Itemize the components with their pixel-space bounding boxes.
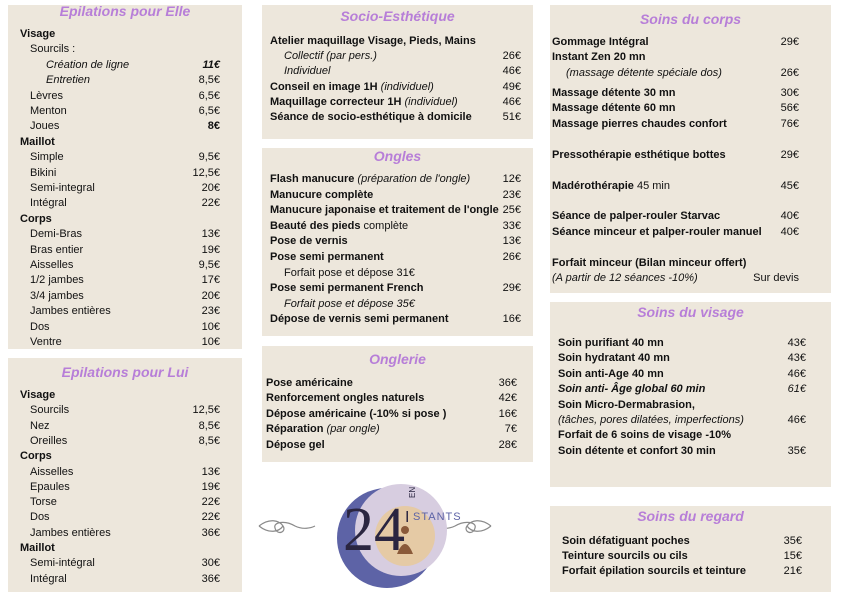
service-price: 42€ [498,392,517,405]
service-label: 3/4 jambes [30,289,84,302]
panel-epilations-lui [8,358,242,592]
service-label: Réparation (par ongle) [266,423,380,436]
service-label: Corps [20,212,52,225]
service-price: 26€ [780,67,799,79]
price-row [262,80,533,95]
service-label: Manucure complète [270,188,374,201]
service-label: Semi-intégral [30,557,95,570]
service-price: 49€ [502,80,521,93]
service-price: 8,5€ [198,434,220,447]
panel-soins-corps [550,5,831,293]
logo-number: 24 [343,496,405,564]
service-price: 43€ [787,337,806,349]
price-row [550,271,831,286]
service-price: 46€ [502,95,521,108]
service-label: Soin hydratant 40 mn [558,352,670,365]
panel-epilations-elle [8,5,242,349]
price-row [262,281,533,296]
service-label: Massage détente 30 mn [552,87,676,99]
logo-word-main: STANTS [413,511,462,523]
service-price: 10€ [201,320,220,333]
price-row [262,49,533,64]
service-price: 36€ [498,377,517,389]
service-price: 12,5€ [192,404,220,417]
price-row [8,150,242,165]
service-label: Pose semi permanent French [270,282,424,295]
service-label: Sourcils [30,404,70,417]
service-label: Aisselles [30,259,74,271]
price-row [8,320,242,335]
service-price: 13€ [201,228,220,241]
service-price: 19€ [201,480,220,493]
price-row [8,289,242,304]
service-label: Torse [30,496,57,509]
section-title: Soins du corps [639,11,742,27]
service-price: 22€ [201,511,220,524]
price-row [8,480,242,495]
price-row [8,227,242,242]
service-label: Forfait de 6 soins de visage -10% [558,429,732,442]
price-row [550,413,831,428]
price-row [550,66,831,81]
price-row [262,219,533,234]
service-price: 46€ [787,367,806,380]
price-row [550,256,831,271]
service-price: 28€ [498,438,517,451]
section-title: Ongles [373,148,422,164]
service-label: Pose de vernis [270,235,348,248]
service-label: Instant Zen 20 mn [552,51,646,63]
service-label: (tâches, pores dilatées, imperfections) [558,414,744,426]
service-label: Flash manucure (préparation de l'ongle) [270,173,471,185]
service-label: Lèvres [30,89,64,102]
service-label: Renforcement ongles naturels [266,392,425,405]
price-row [550,101,831,116]
service-label: Oreilles [30,434,68,447]
service-label: Intégral [30,197,67,210]
price-row [8,258,242,273]
price-row [8,212,242,227]
service-price: 13€ [201,465,220,478]
service-label: Madérothérapie 45 min [552,180,670,192]
price-row [262,203,533,218]
service-price: 12€ [502,173,521,185]
service-label: Nez [30,419,50,432]
service-label: Soin défatiguant poches [562,535,690,547]
service-price: 22€ [201,197,220,210]
service-label: Entretien [46,74,91,87]
service-label: Dos [30,511,50,524]
service-label: Séance de palper-rouler Starvac [552,210,721,222]
service-label: Demi-Bras [30,228,82,241]
service-label: Menton [30,105,67,117]
service-price: 20€ [201,182,220,194]
service-price: 16€ [498,407,517,420]
service-label: Intégral [30,572,67,585]
price-row [8,541,242,556]
price-row [8,304,242,319]
price-row [262,391,533,406]
service-label: Atelier maquillage Visage, Pieds, Mains [270,35,476,47]
service-price: 40€ [780,226,799,238]
price-row [8,104,242,119]
price-row [550,86,831,101]
service-label: Manucure japonaise et traitement de l'ongle [270,204,499,217]
price-row [8,526,242,541]
price-row [262,312,533,327]
service-price: 36€ [201,572,220,585]
price-row [550,398,831,413]
price-row [550,382,831,397]
service-price: 29€ [502,282,521,295]
price-row [8,73,242,88]
price-row [550,351,831,366]
price-row [8,89,242,104]
price-row [262,266,533,281]
price-row [8,419,242,434]
panel-ongles [262,148,533,336]
service-price: 8,5€ [198,419,220,432]
service-price: 13€ [502,235,521,248]
service-price: 25€ [502,204,521,217]
price-row [8,166,242,181]
service-label: Teinture sourcils ou cils [562,550,688,563]
service-label: Maillot [20,135,55,148]
service-label: Forfait pose et dépose 35€ [284,297,415,310]
price-row [8,403,242,418]
price-row [262,297,533,312]
service-label: Création de ligne [46,58,130,71]
service-price: 51€ [502,111,521,123]
service-label: Dépose gel [266,438,325,451]
service-price: 36€ [201,526,220,539]
service-price: 8€ [207,120,220,133]
price-row [8,243,242,258]
price-row [550,179,831,194]
service-label: Aisselles [30,465,74,478]
service-label: Pressothérapie esthétique bottes [552,149,726,161]
price-row [8,42,242,57]
section-title: Onglerie [369,351,426,367]
service-price: 7€ [504,423,517,436]
service-label: Bras entier [30,243,84,256]
logo-24-instants [255,470,495,590]
service-price: 23€ [502,188,521,201]
section-title: Soins du regard [637,508,744,524]
price-row [550,564,831,579]
price-row [8,572,242,587]
service-price: 21€ [783,565,802,578]
service-label: Forfait épilation sourcils et teinture [562,565,746,578]
service-price: 33€ [502,219,521,232]
service-price: 35€ [787,444,806,457]
service-price: 20€ [201,289,220,302]
service-label: Massage détente 60 mn [552,102,676,114]
service-price: 46€ [787,414,806,426]
service-label: (A partir de 12 séances -10%) [552,272,698,284]
service-price: 30€ [201,557,220,570]
service-label: Séance minceur et palper-rouler manuel [552,226,762,238]
price-row [550,148,831,163]
price-row [8,556,242,571]
service-price: 6,5€ [198,89,220,102]
service-price: 30€ [780,87,799,99]
price-row [8,434,242,449]
service-label: Jambes entières [30,526,111,539]
price-row [262,110,533,125]
price-row [8,465,242,480]
service-label: Epaules [30,480,70,493]
price-row [262,188,533,203]
service-label: Dépose américaine (-10% si pose ) [266,407,447,420]
price-row [550,549,831,564]
service-label: Dépose de vernis semi permanent [270,313,449,326]
panel-soins-regard [550,506,831,592]
service-price: 22€ [201,496,220,509]
price-row [8,510,242,525]
price-row [8,273,242,288]
service-label: Simple [30,151,64,164]
service-label: Forfait minceur (Bilan minceur offert) [552,257,747,269]
service-label: Corps [20,450,52,463]
price-row [550,336,831,351]
price-row [8,58,242,73]
price-row [8,119,242,134]
service-price: 40€ [780,210,799,222]
service-label: Visage [20,28,56,40]
service-price: 12,5€ [192,166,220,179]
service-label: Maillot [20,542,55,554]
service-price: 61€ [787,383,806,396]
service-price: 10€ [201,336,220,348]
service-label: Forfait pose et dépose 31€ [284,266,415,279]
service-label: Maquillage correcteur 1H (individuel) [270,95,458,108]
price-row [8,27,242,42]
panel-onglerie [262,346,533,462]
price-row [262,438,533,453]
service-label: Collectif (par pers.) [284,50,377,63]
service-price: 9,5€ [198,151,220,164]
service-price: 15€ [783,550,802,563]
service-label: Ventre [30,336,62,348]
ornament-left-icon [259,521,315,533]
price-row [262,250,533,265]
service-label: Joues [30,120,60,133]
section-title: Soins du visage [637,304,744,320]
service-label: (massage détente spéciale dos) [566,67,722,79]
price-row [262,376,533,391]
price-row [550,209,831,224]
service-label: 1/2 jambes [30,274,84,287]
price-row [262,234,533,249]
price-row [550,50,831,65]
price-row [550,117,831,132]
service-label: Gommage Intégral [552,36,649,48]
service-label: Bikini [30,166,57,179]
price-row [262,64,533,79]
price-row [262,95,533,110]
section-title: Epilations pour Elle [59,3,191,19]
service-price: 17€ [201,274,220,287]
price-row [8,135,242,150]
panel-socio-esthetique [262,5,533,139]
price-row [262,422,533,437]
service-label: Jambes entières [30,305,111,318]
service-price: 19€ [201,243,220,256]
price-row [550,534,831,549]
service-price: 45€ [780,180,799,192]
service-price: 23€ [201,305,220,318]
price-row [262,34,533,49]
service-label: Conseil en image 1H (individuel) [270,80,434,93]
service-label: Semi-integral [30,182,95,194]
service-price: 35€ [783,535,802,547]
service-label: Soin anti- Âge global 60 min [558,383,706,396]
price-row [550,444,831,459]
price-row [262,407,533,422]
service-price: 16€ [502,313,521,326]
service-label: Pose semi permanent [270,251,384,263]
price-row [8,196,242,211]
service-price: 6,5€ [198,105,220,117]
service-price: 56€ [780,102,799,114]
service-label: Séance de socio-esthétique à domicile [270,111,472,123]
price-row [8,388,242,403]
service-price: 29€ [780,36,799,48]
service-price: Sur devis [753,272,799,284]
service-label: Beauté des pieds complète [270,219,409,232]
service-label: Massage pierres chaudes confort [552,118,727,130]
service-price: 26€ [502,50,521,63]
service-label: Sourcils : [30,43,76,56]
service-label: Pose américaine [266,377,353,389]
logo-word-top: EN [408,486,417,498]
service-price: 8,5€ [198,74,220,87]
price-row [550,428,831,443]
service-label: Soin Micro-Dermabrasion, [558,398,695,411]
service-label: Soin détente et confort 30 min [558,444,716,457]
service-price: 26€ [502,251,521,263]
section-title: Socio-Esthétique [340,8,455,24]
price-row [8,449,242,464]
price-row [550,225,831,240]
service-label: Soin purifiant 40 mn [558,337,664,349]
service-price: 76€ [780,118,799,130]
price-row [8,181,242,196]
panel-soins-visage [550,302,831,487]
service-price: 46€ [502,65,521,78]
price-row [262,172,533,187]
price-row [550,35,831,50]
price-row [550,367,831,382]
section-title: Epilations pour Lui [61,364,189,380]
service-price: 11€ [202,58,220,71]
service-label: Dos [30,320,50,333]
price-row [8,335,242,350]
service-price: 9,5€ [198,259,220,271]
service-label: Visage [20,389,56,401]
price-row [8,495,242,510]
service-price: 29€ [780,149,799,161]
service-label: Soin anti-Age 40 mn [558,367,664,380]
service-label: Individuel [284,65,331,78]
logo-letter-i: I [405,509,410,526]
service-price: 43€ [787,352,806,365]
